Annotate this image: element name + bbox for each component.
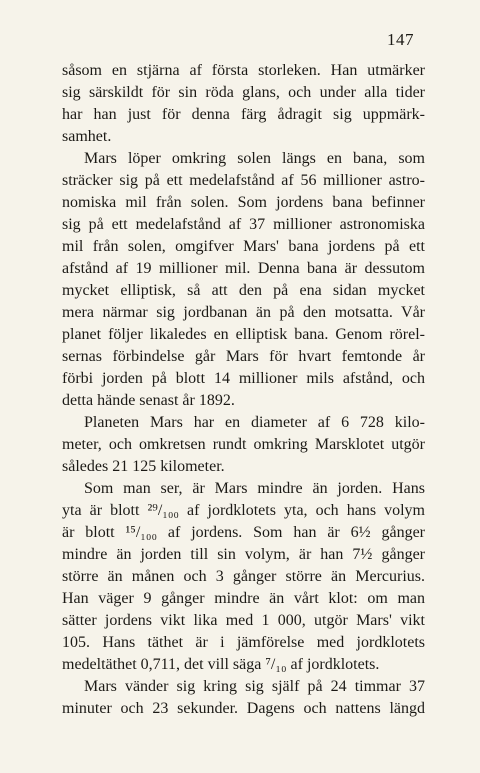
text-line: såsom en stjärna af första storleken. Han utmärker: [62, 62, 425, 79]
text-line: Planeten Mars har en diameter af 6 728 kilo-: [84, 414, 425, 431]
text-line: har han just för denna färg ådragit sig uppmärk-: [62, 106, 425, 123]
text-line: större än månen och 3 gånger större än Mercurius.: [62, 568, 425, 585]
text-line: förbi jorden på blott 14 millioner mils afstånd, och: [62, 370, 425, 387]
text-line: planet följer likaledes en elliptisk bana. Genom rörel-: [62, 326, 425, 343]
text-line: yta är blott ²⁹/₁₀₀ af jordklotets yta, och hans volym: [62, 502, 425, 519]
text-line: detta hände senast år 1892.: [62, 392, 235, 409]
body-text: [62, 60, 425, 720]
text-line: sig på ett medelafstånd af 37 millioner astronomiska: [62, 216, 425, 233]
text-line: således 21 125 kilometer.: [62, 458, 225, 475]
text-line: Mars löper omkring solen längs en bana, som: [84, 150, 425, 167]
text-line: mindre än jorden till sin volym, är han 7½ gånger: [62, 546, 425, 563]
text-line: 105. Hans täthet är i jämförelse med jordklotets: [62, 634, 425, 651]
text-line: är blott ¹⁵/₁₀₀ af jordens. Som han är 6½ gånger: [62, 524, 425, 541]
text-line: minuter och 23 sekunder. Dagens och nattens längd: [62, 700, 425, 717]
text-line: sig särskildt för sin röda glans, och under alla tider: [62, 84, 425, 101]
text-line: meter, och omkretsen rundt omkring Marsklotet utgör: [62, 436, 425, 453]
text-line: afstånd af 19 millioner mil. Denna bana är dessutom: [62, 260, 425, 277]
text-line: sernas förbindelse går Mars för hvart femtonde år: [62, 348, 425, 365]
text-line: sätter jordens vikt lika med 1 000, utgör Mars' vikt: [62, 612, 425, 629]
page-number: 147: [387, 30, 414, 49]
text-line: Mars vänder sig kring sig själf på 24 timmar 37: [84, 678, 425, 695]
text-line: nomiska mil från solen. Som jordens bana befinner: [62, 194, 425, 211]
text-line: sträcker sig på ett medelafstånd af 56 millioner astro-: [62, 172, 425, 189]
text-line: Som man ser, är Mars mindre än jorden. Hans: [84, 480, 425, 497]
text-line: mera närmar sig jordbanan än på den motsatta. Vår: [62, 304, 425, 321]
text-line: Han väger 9 gånger mindre än vårt klot: om man: [62, 590, 425, 607]
text-line: mycket elliptisk, så att den på ena sidan mycket: [62, 282, 425, 299]
text-line: samhet.: [62, 128, 112, 145]
text-line: mil från solen, omgifver Mars' bana jordens på ett: [62, 238, 425, 255]
text-line: medeltäthet 0,711, det vill säga ⁷/₁₀ af jordklotets.: [62, 656, 380, 673]
